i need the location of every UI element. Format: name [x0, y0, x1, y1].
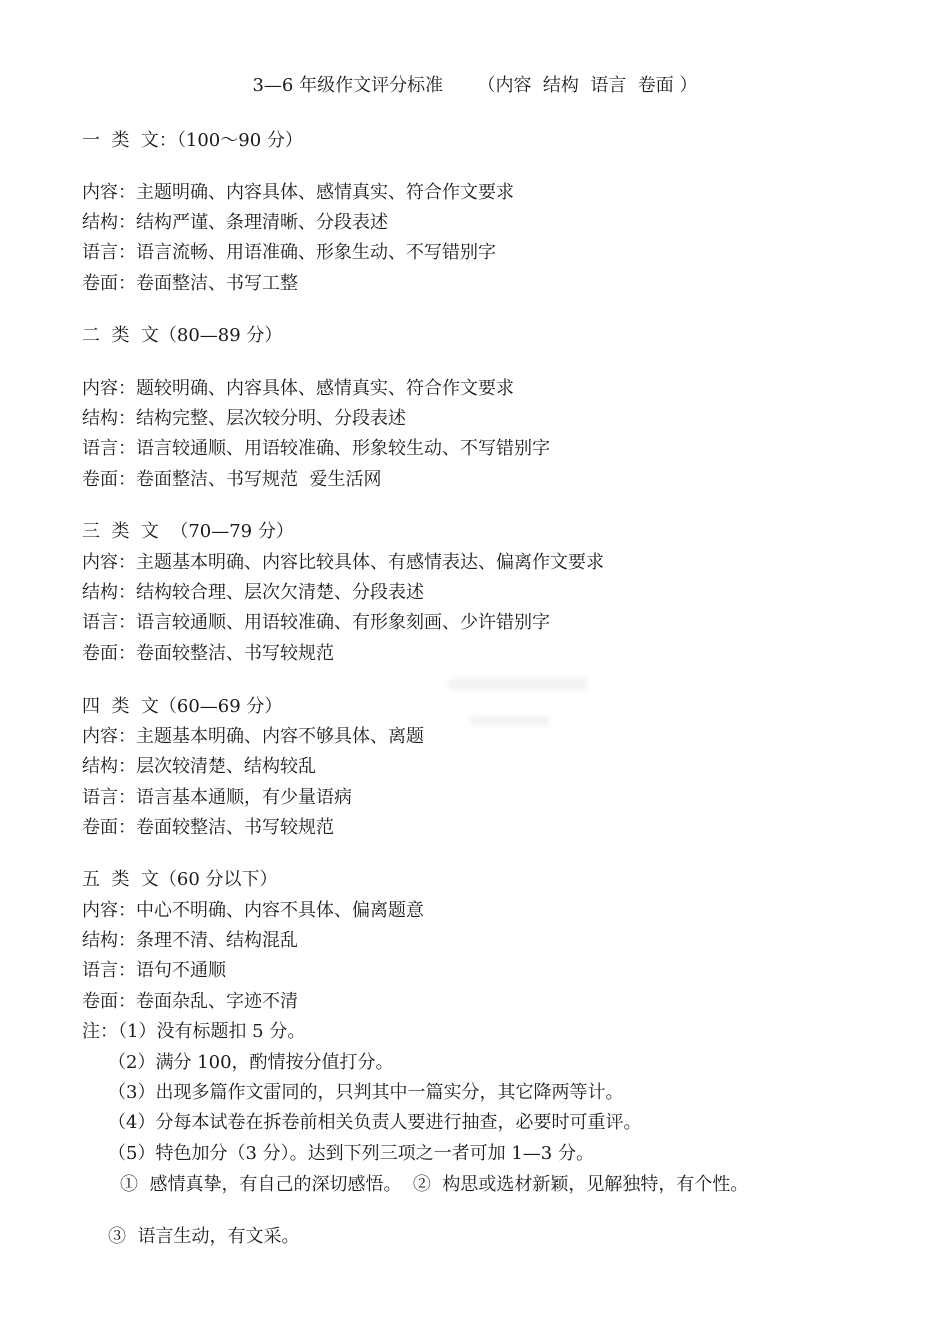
note-item: （5）特色加分（3 分）。达到下列三项之一者可加 1—3 分。 [108, 1143, 594, 1164]
section-4-heading: 四 类 文（60—69 分） [82, 696, 283, 717]
section-1-language: 语言：语言流畅、用语准确、形象生动、不写错别字 [82, 242, 496, 263]
section-1-structure: 结构：结构严谨、条理清晰、分段表述 [82, 212, 388, 233]
notes-first: 注：（1）没有标题扣 5 分。 [82, 1021, 306, 1042]
section-4-language: 语言：语言基本通顺，有少量语病 [82, 787, 352, 808]
section-3-neatness: 卷面：卷面较整洁、书写较规范 [82, 643, 334, 664]
section-1-heading: 一 类 文：（100～90 分） [82, 130, 303, 151]
section-5-neatness: 卷面：卷面杂乱、字迹不清 [82, 991, 298, 1012]
section-2-language: 语言：语言较通顺、用语较准确、形象较生动、不写错别字 [82, 438, 550, 459]
scan-smudge [448, 678, 588, 690]
document-title: 3—6 年级作文评分标准 （内容 结构 语言 卷面 ） [252, 75, 698, 96]
scan-smudge [470, 716, 550, 726]
section-2-structure: 结构：结构完整、层次较分明、分段表述 [82, 408, 406, 429]
section-2-neatness: 卷面：卷面整洁、书写规范 爱生活网 [82, 469, 382, 490]
bonus-criteria-line: ① 感情真挚，有自己的深切感悟。 ② 构思或选材新颖，见解独特，有个性。 [120, 1174, 749, 1195]
section-4-neatness: 卷面：卷面较整洁、书写较规范 [82, 817, 334, 838]
section-2-content: 内容：题较明确、内容具体、感情真实、符合作文要求 [82, 378, 514, 399]
section-3-content: 内容：主题基本明确、内容比较具体、有感情表达、偏离作文要求 [82, 552, 604, 573]
section-2-heading: 二 类 文（80—89 分） [82, 325, 283, 346]
note-item: （2）满分 100，酌情按分值打分。 [108, 1052, 394, 1073]
note-item: （3）出现多篇作文雷同的，只判其中一篇实分，其它降两等计。 [108, 1082, 624, 1103]
section-5-language: 语言：语句不通顺 [82, 960, 226, 981]
section-3-structure: 结构：结构较合理、层次欠清楚、分段表述 [82, 582, 424, 603]
note-item: （4）分每本试卷在拆卷前相关负责人要进行抽查，必要时可重评。 [108, 1112, 642, 1133]
section-1-content: 内容：主题明确、内容具体、感情真实、符合作文要求 [82, 182, 514, 203]
bonus-criteria-last: ③ 语言生动，有文采。 [108, 1226, 300, 1247]
section-1-neatness: 卷面：卷面整洁、书写工整 [82, 273, 298, 294]
section-5-structure: 结构：条理不清、结构混乱 [82, 930, 298, 951]
section-5-heading: 五 类 文（60 分以下） [82, 869, 278, 890]
section-4-structure: 结构：层次较清楚、结构较乱 [82, 756, 316, 777]
section-4-content: 内容：主题基本明确、内容不够具体、离题 [82, 726, 424, 747]
section-3-heading: 三 类 文 （70—79 分） [82, 521, 294, 542]
section-5-content: 内容：中心不明确、内容不具体、偏离题意 [82, 900, 424, 921]
section-3-language: 语言：语言较通顺、用语较准确、有形象刻画、少许错别字 [82, 612, 550, 633]
